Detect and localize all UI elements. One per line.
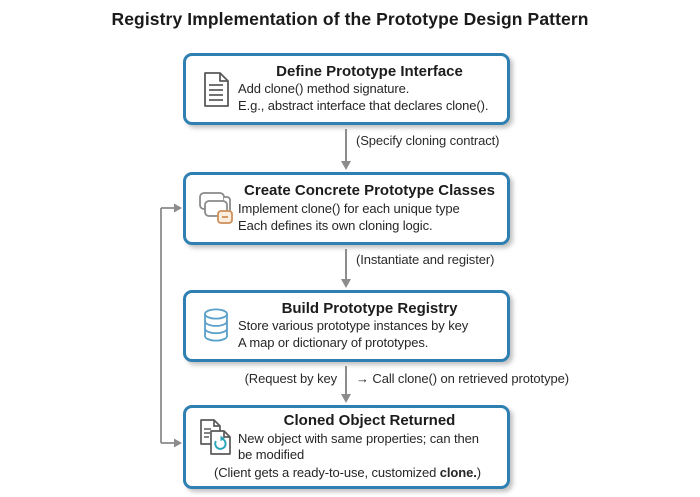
step-title: Define Prototype Interface [276,62,463,80]
flow-label-specify-cloning-contract: (Specify cloning contract) [356,133,500,148]
step-line: New object with same properties; can then [238,430,479,446]
down-arrow-2 [341,249,351,288]
step-box-create-concrete-prototype-classes [183,172,510,245]
footer-bold-word: clone. [439,465,477,481]
step-box-build-prototype-registry [183,290,510,362]
step-line: Add clone() method signature. [238,81,410,97]
step-box-define-prototype-interface [183,53,510,125]
diagram-title: Registry Implementation of the Prototype Design Pattern [111,9,589,29]
down-arrow-1 [341,129,351,170]
database-icon [194,307,238,345]
step-box-cloned-object-returned [183,405,510,489]
step-line: Each defines its own cloning logic. [238,217,433,233]
document-lines-icon [194,71,238,108]
stacked-frames-icon [194,188,238,230]
step-footer: (Client gets a ready-to-use, customized clone.) [214,465,481,481]
flow-label-request-by-key: (Request by key [244,371,337,386]
loop-connector [161,204,182,448]
clone-document-icon [194,417,238,459]
step-title: Build Prototype Registry [281,299,458,317]
step-line: Store various prototype instances by key [238,318,469,334]
flow-label-instantiate-and-register: (Instantiate and register) [356,252,495,267]
down-arrow-3 [341,366,351,403]
step-line: Implement clone() for each unique type [238,200,460,216]
step-line: be modified [238,447,305,463]
step-title: Cloned Object Returned [283,411,456,429]
flow-label-call-clone-on-retrieved-prototype: → Call clone() on retrieved prototype) [356,371,569,386]
step-title: Create Concrete Prototype Classes [244,182,495,200]
step-line: E.g., abstract interface that declares clone(). [238,98,489,114]
step-line: A map or dictionary of prototypes. [238,335,429,351]
